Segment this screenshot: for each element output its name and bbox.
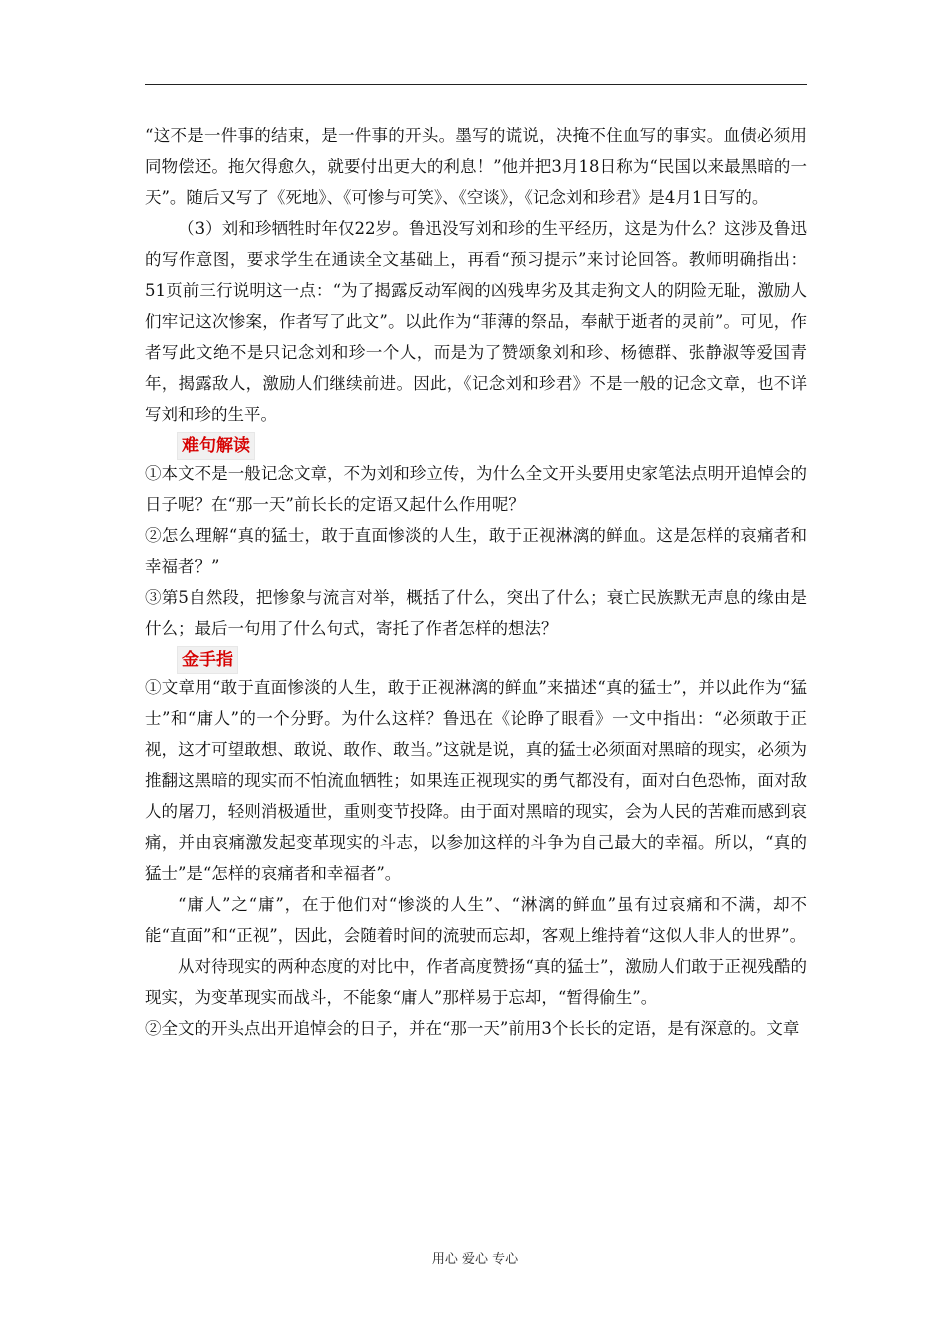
paragraph-point-3: （3）刘和珍牺牲时年仅22岁。鲁迅没写刘和珍的生平经历，这是为什么？这涉及鲁迅的写作意图，要求学生在通读全文基础上，再看“预习提示”来讨论回答。教师明确指出：51页前三行说明这一点：“为了揭露反动军阀的凶残卑劣及其走狗文人的阴险无耻，激励人们牢记这次惨案，作者写了此文”。以此作为“菲薄的祭品，奉献于逝者的灵前”。可见，作者写此文绝不是只记念刘和珍一个人，而是为了赞颂象刘和珍、杨德群、张静淑等爱国青年，揭露敌人，激励人们继续前进。因此，《记念刘和珍君》不是一般的记念文章，也不详写刘和珍的生平。 xyxy=(145,219,807,424)
paragraph-quote: “这不是一件事的结束，是一件事的开头。墨写的谎说，决掩不住血写的事实。血债必须用同物偿还。拖欠得愈久，就要付出更大的利息！”他并把3月18日称为“民国以来最黑暗的一天”。随后又写了《死地》、《可惨与可笑》、《空谈》，《记念刘和珍君》是4月1日写的。 xyxy=(145,126,807,207)
section-heading-golden-finger xyxy=(177,646,807,672)
document-body xyxy=(145,120,807,1044)
section-heading-difficult-sentences xyxy=(177,432,807,458)
section-heading-label: 难句解读 xyxy=(177,432,255,460)
question-item-3: ③第5自然段，把惨象与流言对举，概括了什么，突出了什么；衰亡民族默无声息的缘由是什么；最后一句用了什么句式，寄托了作者怎样的想法？ xyxy=(145,588,807,638)
answer-paragraph-4: ②全文的开头点出开追悼会的日子，并在“那一天”前用3个长长的定语，是有深意的。文章 xyxy=(145,1019,800,1038)
answer-paragraph-3: 从对待现实的两种态度的对比中，作者高度赞扬“真的猛士”，激励人们敢于正视残酷的现实，为变革现实而战斗，不能象“庸人”那样易于忘却，“暂得偷生”。 xyxy=(145,957,807,1007)
page-footer: 用心 爱心 专心 xyxy=(431,1252,519,1267)
answer-paragraph-1: ①文章用“敢于直面惨淡的人生，敢于正视淋漓的鲜血”来描述“真的猛士”，并以此作为“猛士”和“庸人”的一个分野。为什么这样？鲁迅在《论睁了眼看》一文中指出：“必须敢于正视，这才可望敢想、敢说、敢作、敢当。”这就是说，真的猛士必须面对黑暗的现实，必须为推翻这黑暗的现实而不怕流血牺牲；如果连正视现实的勇气都没有，面对白色恐怖，面对敌人的屠刀，轻则消极遁世，重则变节投降。由于面对黑暗的现实，会为人民的苦难而感到哀痛，并由哀痛激发起变革现实的斗志，以参加这样的斗争为自己最大的幸福。所以，“真的猛士”是“怎样的哀痛者和幸福者”。 xyxy=(145,678,807,883)
section-heading-label: 金手指 xyxy=(177,646,238,674)
question-item-2: ②怎么理解“真的猛士，敢于直面惨淡的人生，敢于正视淋漓的鲜血。这是怎样的哀痛者和幸福者？” xyxy=(145,526,807,576)
header-rule xyxy=(145,84,807,85)
question-item-1: ①本文不是一般记念文章，不为刘和珍立传，为什么全文开头要用史家笔法点明开追悼会的日子呢？在“那一天”前长长的定语又起什么作用呢？ xyxy=(145,464,807,514)
answer-paragraph-2: “庸人”之“庸”，在于他们对“惨淡的人生”、“淋漓的鲜血”虽有过哀痛和不满，却不能“直面”和“正视”，因此，会随着时间的流驶而忘却，客观上维持着“这似人非人的世界”。 xyxy=(145,895,807,945)
